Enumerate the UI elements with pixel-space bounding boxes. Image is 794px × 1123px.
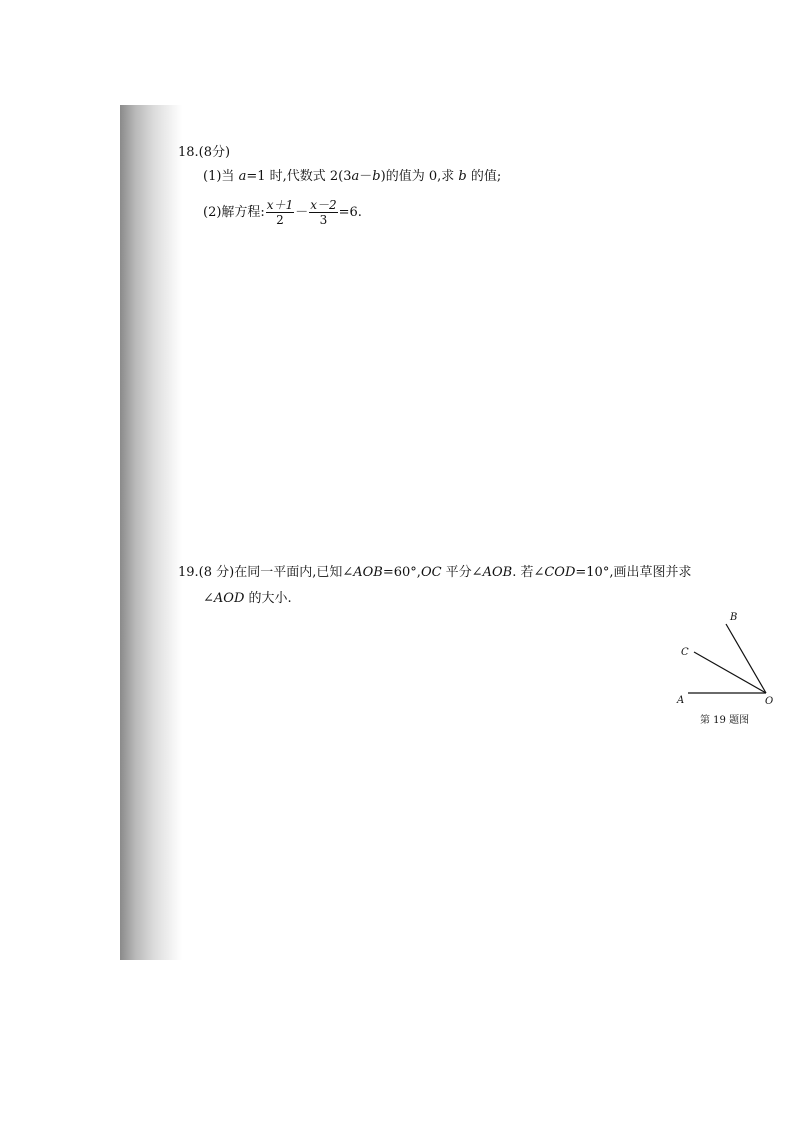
label-c: C: [681, 647, 689, 658]
ray-ob: [726, 624, 766, 693]
question-18-header: 18.(8分): [178, 145, 231, 160]
question-19-line-2: ∠AOD 的大小.: [203, 591, 292, 606]
label-o: O: [765, 696, 774, 707]
binding-shadow: [120, 105, 182, 960]
fraction-2: $\frac{x-2}{3}$: [310, 198, 337, 227]
label-a: A: [677, 695, 685, 706]
figure-caption: 第 19 题图: [700, 715, 750, 726]
question-18-part-2: (2)解方程: $\frac{x+1}{2}$ － $\frac{x-2}{3}$ =6.: [203, 198, 362, 227]
question-19-figure: [660, 605, 790, 730]
fraction-1: $\frac{x+1}{2}$: [266, 198, 294, 227]
question-18-part-1: (1)当 a=1 时,代数式 2(3a－b)的值为 0,求 b 的值;: [203, 169, 502, 184]
question-19-line-1: 19.(8 分)在同一平面内,已知∠AOB=60°,OC 平分∠AOB. 若∠COD=10°,画出草图并求: [178, 565, 692, 580]
ray-oc: [694, 652, 766, 693]
label-b: B: [730, 612, 738, 623]
